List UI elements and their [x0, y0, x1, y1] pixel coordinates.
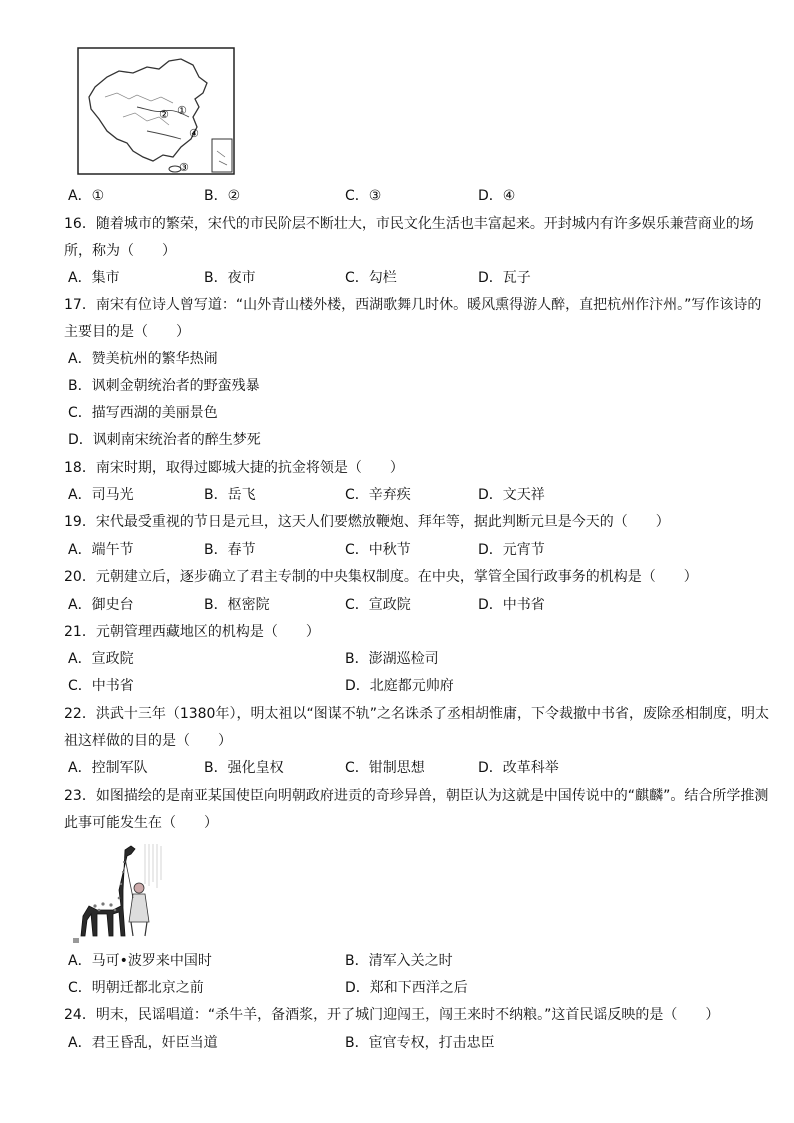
q17-option-b: B．讽刺金朝统治者的野蛮残暴	[68, 378, 260, 394]
q21-option-a: A．宣政院	[68, 651, 134, 667]
q23-option-d: D．郑和下西洋之后	[345, 980, 468, 996]
q18-option-b: B．岳飞	[204, 487, 256, 503]
q24-option-a: A．君王昏乱，奸臣当道	[68, 1035, 218, 1051]
q20-option-a: A．御史台	[68, 597, 134, 613]
q16-option-b: B．夜市	[204, 270, 256, 286]
q17-option-a: A．赞美杭州的繁华热闹	[68, 351, 218, 367]
q16-stem-line2: 所，称为（ ）	[64, 243, 176, 259]
q20-option-d: D．中书省	[478, 597, 545, 613]
q21-stem: 21．元朝管理西藏地区的机构是（ ）	[64, 624, 320, 640]
q17-stem-line1: 17．南宋有位诗人曾写道：“山外青山楼外楼，西湖歌舞几时休。暖风熏得游人醉，直把杭州作汴州。”写作该诗的	[64, 297, 762, 313]
q24-option-b: B．宦官专权，打击忠臣	[345, 1035, 495, 1051]
q19-stem: 19．宋代最受重视的节日是元旦，这天人们要燃放鞭炮、拜年等，据此判断元旦是今天的（ ）	[64, 514, 670, 530]
q18-option-d: D．文天祥	[478, 487, 545, 503]
q20-stem: 20．元朝建立后，逐步确立了君主专制的中央集权制度。在中央，掌管全国行政事务的机构是（ ）	[64, 569, 698, 585]
map-label-2: ②	[159, 108, 169, 121]
map-label-1: ①	[177, 104, 187, 117]
q16-option-c: C．勾栏	[345, 270, 397, 286]
q23-stem-line2: 此事可能发生在（ ）	[64, 815, 218, 831]
q15-option-b: B．②	[204, 188, 241, 204]
q18-option-a: A．司马光	[68, 487, 134, 503]
q17-option-d: D．讽刺南宋统治者的醉生梦死	[68, 432, 261, 448]
q15-option-a: A．①	[68, 188, 105, 204]
map-label-3: ③	[179, 161, 189, 174]
china-map-figure	[77, 47, 235, 175]
q16-option-d: D．瓦子	[478, 270, 531, 286]
q20-option-c: C．宣政院	[345, 597, 411, 613]
q18-option-c: C．辛弃疾	[345, 487, 411, 503]
q23-option-c: C．明朝迁都北京之前	[68, 980, 204, 996]
q19-option-a: A．端午节	[68, 542, 134, 558]
q22-option-d: D．改革科举	[478, 760, 559, 776]
q21-option-b: B．澎湖巡检司	[345, 651, 439, 667]
giraffe-tribute-painting	[73, 840, 181, 943]
q22-stem-line1: 22．洪武十三年（1380年），明太祖以“图谋不轨”之名诛杀了丞相胡惟庸，下令裁撤中书省，废除丞相制度，明太	[64, 706, 769, 722]
q24-stem: 24．明末，民谣唱道：“杀牛羊，备酒浆，开了城门迎闯王，闯王来时不纳粮。”这首民谣反映的是（ ）	[64, 1007, 720, 1023]
q18-stem: 18．南宋时期，取得过郾城大捷的抗金将领是（ ）	[64, 460, 404, 476]
q22-option-c: C．钳制思想	[345, 760, 425, 776]
map-label-4: ④	[189, 127, 199, 140]
q19-option-d: D．元宵节	[478, 542, 545, 558]
q23-option-a: A．马可•波罗来中国时	[68, 953, 212, 969]
q21-option-c: C．中书省	[68, 678, 134, 694]
q23-option-b: B．清军入关之时	[345, 953, 453, 969]
q16-option-a: A．集市	[68, 270, 120, 286]
q22-option-a: A．控制军队	[68, 760, 148, 776]
q22-option-b: B．强化皇权	[204, 760, 284, 776]
q23-stem-line1: 23．如图描绘的是南亚某国使臣向明朝政府进贡的奇珍异兽，朝臣认为这就是中国传说中的“麒麟”。结合所学推测	[64, 788, 769, 804]
q19-option-b: B．春节	[204, 542, 256, 558]
q21-option-d: D．北庭都元帅府	[345, 678, 454, 694]
q17-option-c: C．描写西湖的美丽景色	[68, 405, 218, 421]
q22-stem-line2: 祖这样做的目的是（ ）	[64, 733, 232, 749]
q19-option-c: C．中秋节	[345, 542, 411, 558]
q20-option-b: B．枢密院	[204, 597, 270, 613]
q15-option-d: D．④	[478, 188, 516, 204]
q15-option-c: C．③	[345, 188, 382, 204]
q17-stem-line2: 主要目的是（ ）	[64, 324, 190, 340]
q16-stem-line1: 16．随着城市的繁荣，宋代的市民阶层不断壮大，市民文化生活也丰富起来。开封城内有许多娱乐兼营商业的场	[64, 216, 754, 232]
